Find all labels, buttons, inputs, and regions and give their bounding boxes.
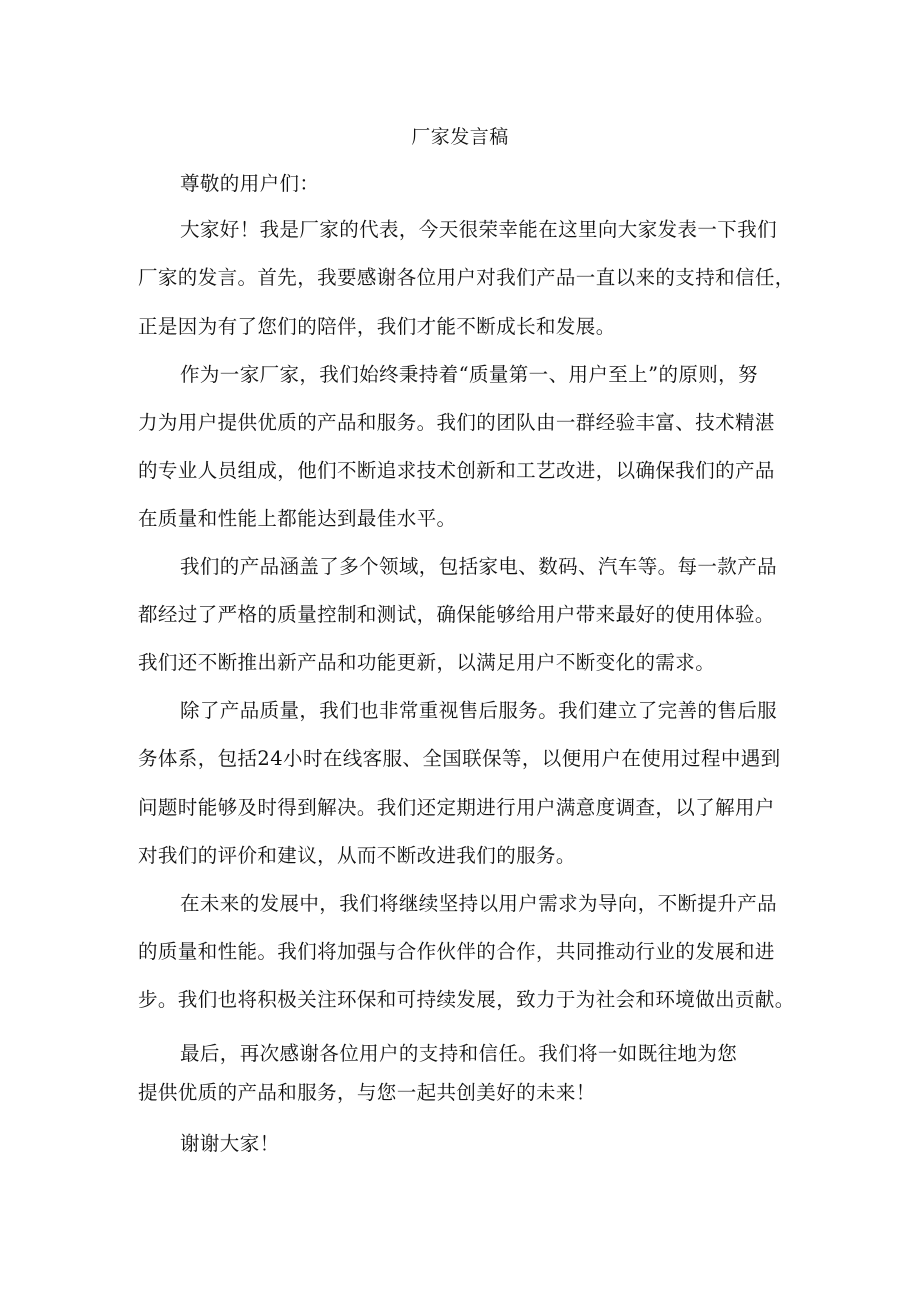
paragraph-line: 厂家的发言。首先，我要感谢各位用户对我们产品一直以来的支持和信任，: [138, 266, 795, 289]
paragraph-line: 问题时能够及时得到解决。我们还定期进行用户满意度调查，以了解用户: [138, 796, 775, 819]
paragraph-line: 步。我们也将积极关注环保和可持续发展，致力于为社会和环境做出贡献。: [138, 988, 795, 1011]
closing-line: 谢谢大家！: [180, 1132, 280, 1155]
paragraph-line: 最后，再次感谢各位用户的支持和信任。我们将一如既往地为您: [180, 1042, 738, 1065]
paragraph-line: 的专业人员组成，他们不断追求技术创新和工艺改进，以确保我们的产品: [138, 459, 775, 482]
paragraph-line: 大家好！我是厂家的代表，今天很荣幸能在这里向大家发表一下我们: [180, 218, 778, 241]
paragraph-line: 我们的产品涵盖了多个领域，包括家电、数码、汽车等。每一款产品: [180, 555, 778, 578]
paragraph-line: 在质量和性能上都能达到最佳水平。: [138, 507, 457, 530]
paragraph-line: 的质量和性能。我们将加强与合作伙伴的合作，共同推动行业的发展和进: [138, 940, 775, 963]
document-title: 厂家发言稿: [411, 126, 509, 148]
paragraph-line: 力为用户提供优质的产品和服务。我们的团队由一群经验丰富、技术精湛: [138, 411, 775, 434]
paragraph-line: 除了产品质量，我们也非常重视售后服务。我们建立了完善的售后服: [180, 699, 778, 722]
paragraph-line: 提供优质的产品和服务，与您一起共创美好的未来！: [138, 1081, 596, 1104]
paragraph-line: 务体系，包括24小时在线客服、全国联保等，以便用户在使用过程中遇到: [138, 747, 781, 770]
paragraph-line: 对我们的评价和建议，从而不断改进我们的服务。: [138, 844, 576, 867]
paragraph-line: 作为一家厂家，我们始终秉持着“质量第一、用户至上”的原则，努: [180, 363, 758, 386]
paragraph-line: 在未来的发展中，我们将继续坚持以用户需求为导向，不断提升产品: [180, 892, 778, 915]
salutation: 尊敬的用户们：: [180, 172, 320, 195]
paragraph-line: 我们还不断推出新产品和功能更新，以满足用户不断变化的需求。: [138, 651, 716, 674]
paragraph-line: 正是因为有了您们的陪伴，我们才能不断成长和发展。: [138, 315, 616, 338]
paragraph-line: 都经过了严格的质量控制和测试，确保能够给用户带来最好的使用体验。: [138, 603, 775, 626]
